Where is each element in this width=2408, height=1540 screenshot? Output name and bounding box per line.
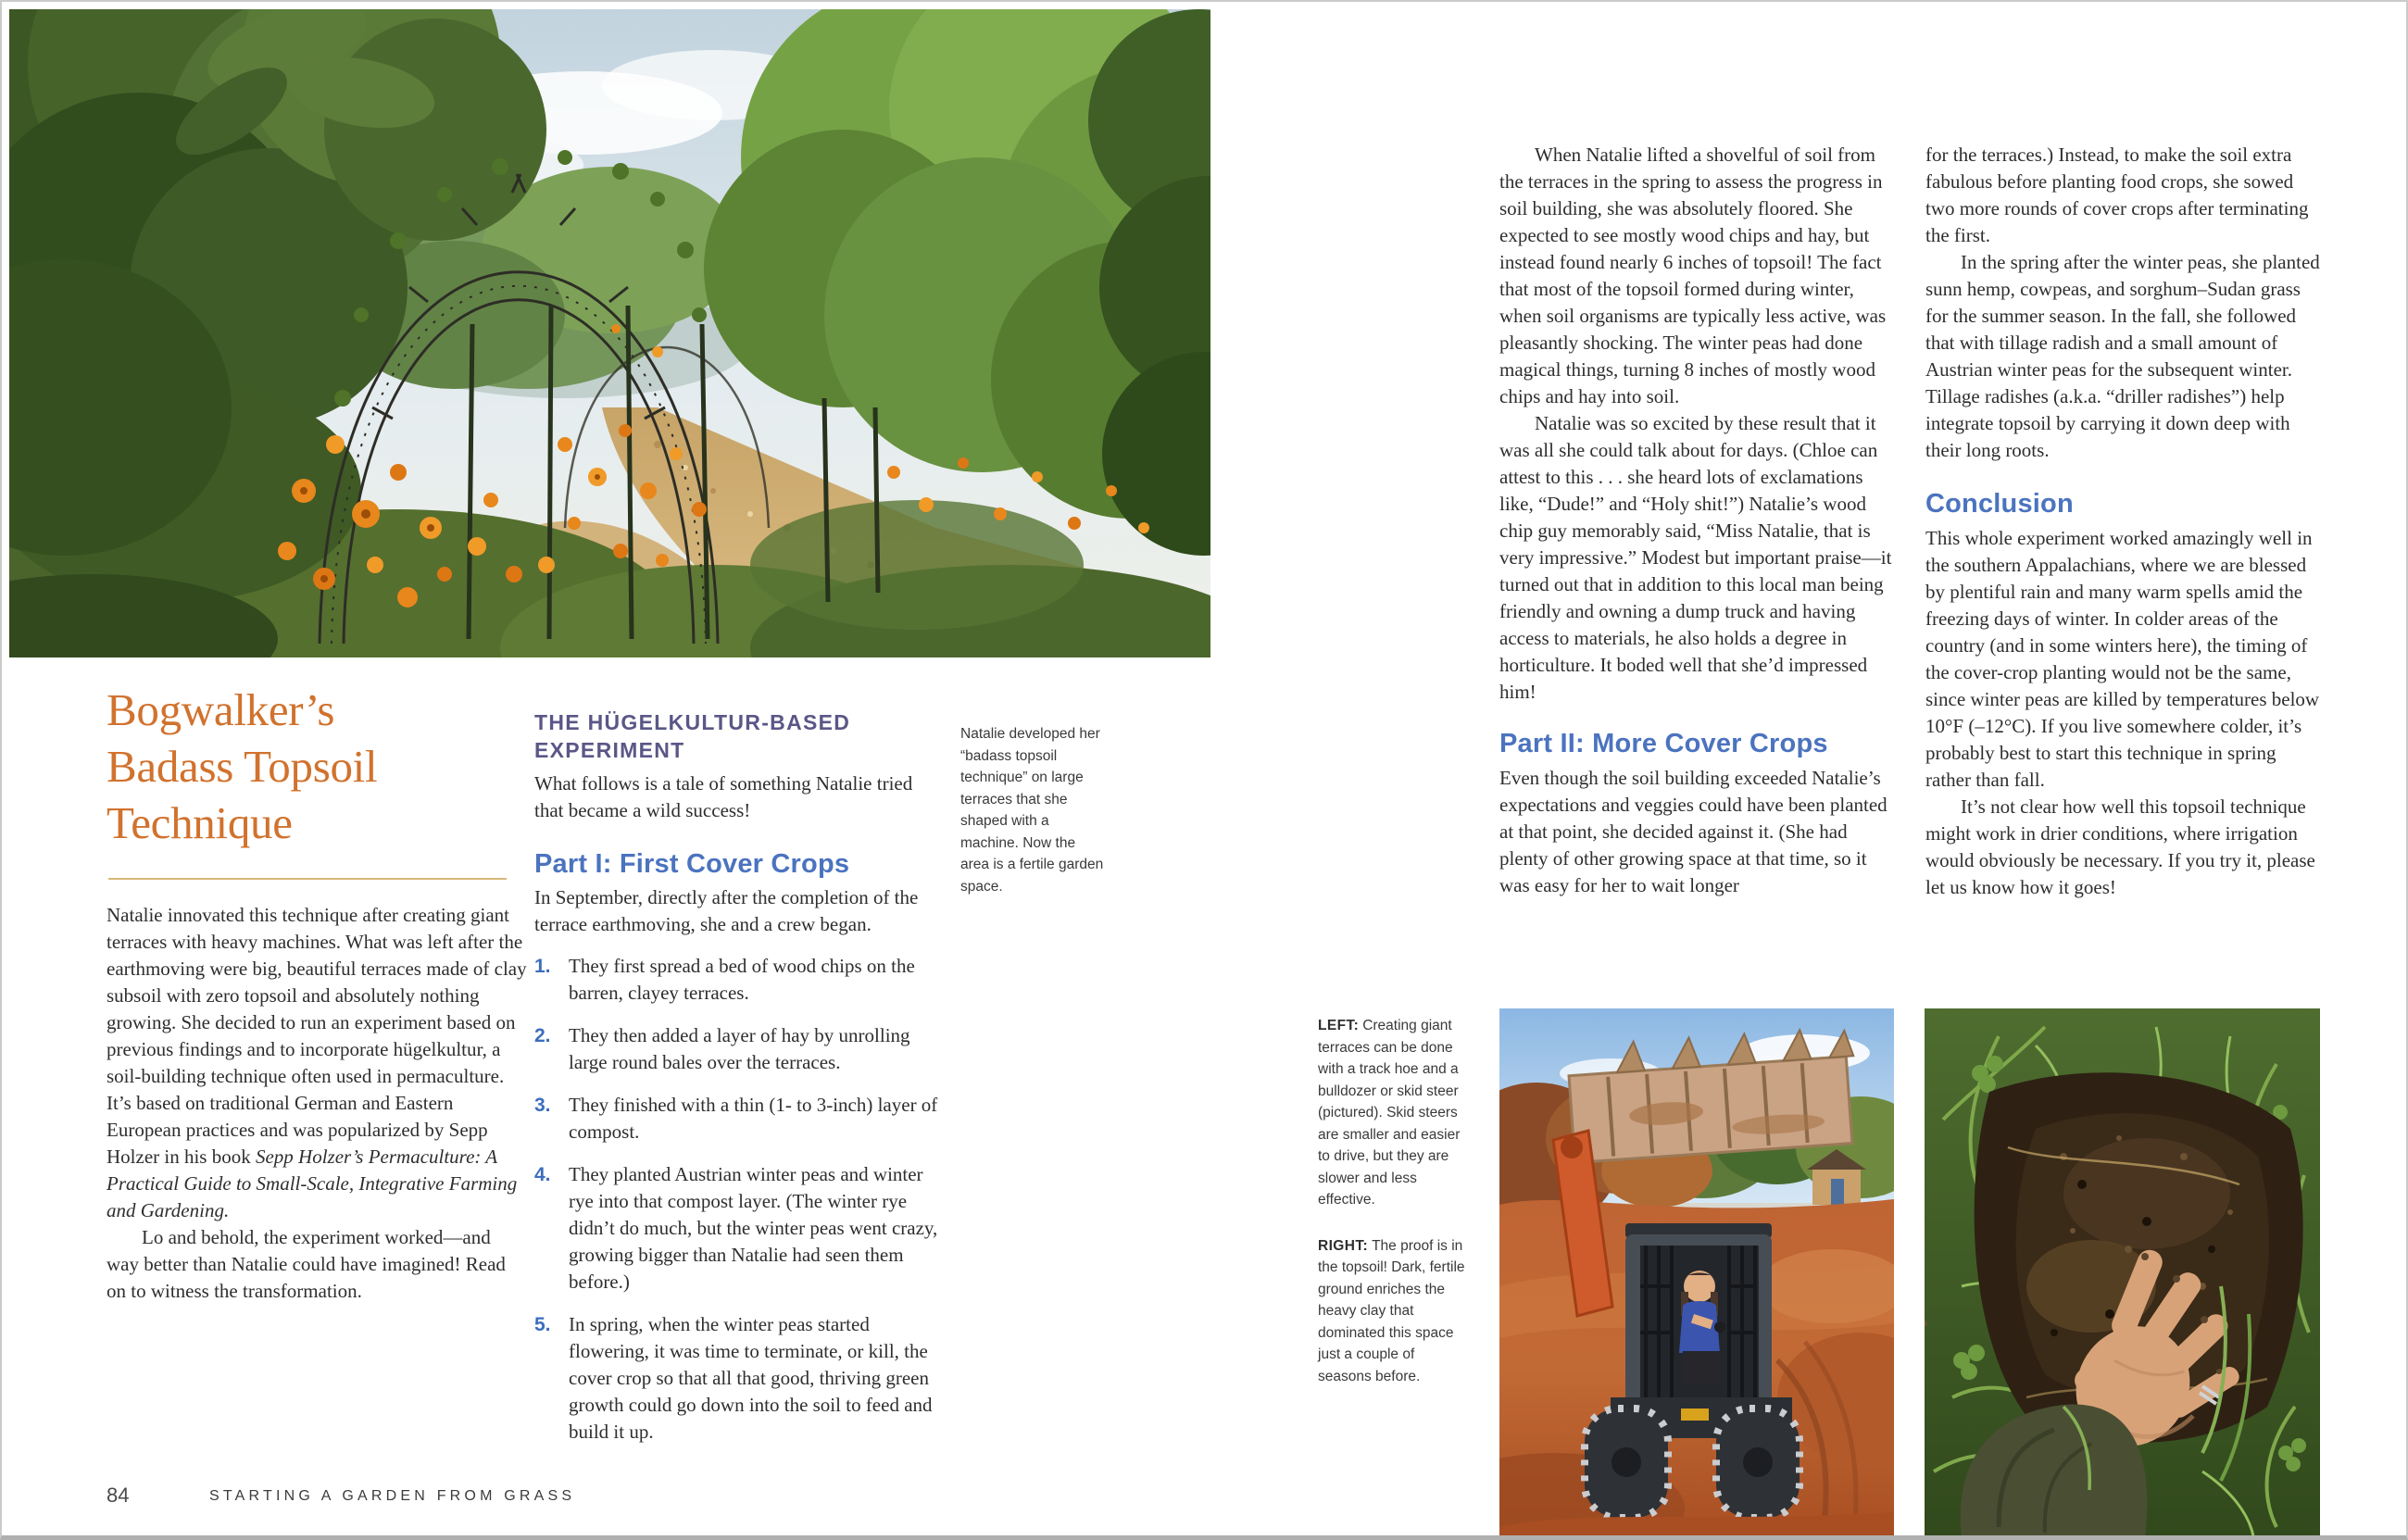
step-number: 4. <box>534 1164 551 1185</box>
bottom-photo-captions <box>1318 1015 1470 1387</box>
paragraph: When Natalie lifted a shovelful of soil from the terraces in the spring to assess the progress in soil building, she was absolutely floored. She expected to see mostly wood chips and hay, but instead found nearly 6 inches of topsoil! The fact that most of the topsoil formed during winter, when soil organisms are typically less active, was pleasantly shocking. The winter peas had done magical things, turning 8 inches of mostly wood chips and hay into soil. <box>1499 144 1887 407</box>
hand-topsoil-illustration <box>1925 1008 2320 1538</box>
experiment-heading: THE HÜGELKULTUR-BASED EXPERIMENT <box>534 710 851 762</box>
step-text: They finished with a thin (1- to 3-inch) layer of compost. <box>569 1094 938 1143</box>
step-number: 5. <box>534 1314 551 1335</box>
article-title <box>107 682 588 851</box>
skid-steer-illustration <box>1499 1008 1894 1538</box>
paragraph: It’s not clear how well this topsoil technique might work in drier conditions, where irrigation would obviously be necessary. If you try it, please let us know how it goes! <box>1925 795 2315 898</box>
paragraph: for the terraces.) Instead, to make the soil extra fabulous before planting food crops, she sowed two more rounds of cover crops after terminating the first. <box>1925 144 2309 246</box>
experiment-column <box>534 708 945 1461</box>
steps-list <box>534 953 945 1446</box>
caption-left-text: Creating giant terraces can be done with a track hoe and a bulldozer or skid steer (pictured). Skid steers are smaller and easier to drive, but they are slower and less effective. <box>1318 1018 1461 1208</box>
paragraph: Natalie was so excited by these result that it was all she could talk about for days. (Chloe can attest to this . . . she heard lots of exclamations like, “Dude!” and “Holy shit!”) Natalie’s wood chip guy memorably said, “Miss Natalie, that is very impressive.” Modest but important praise—it turned out that in addition to this local man being friendly and owning a dump truck and having access to materials, he also holds a degree in horticulture. It boded well that she’d impressed him! <box>1499 412 1892 703</box>
hero-photo-caption <box>960 723 1107 897</box>
book-title-italic: Sepp Holzer’s Permaculture: A Practical Guide to Small-Scale, Integrative Farming and Gardening. <box>107 1146 518 1221</box>
step-number: 1. <box>534 956 551 977</box>
list-item <box>534 1311 945 1446</box>
intro-paragraph-1 <box>107 902 527 1224</box>
caption-label-right: RIGHT: <box>1318 1237 1369 1254</box>
step-text: They first spread a bed of wood chips on the barren, clayey terraces. <box>569 955 915 1004</box>
step-text: They then added a layer of hay by unrolling large round bales over the terraces. <box>569 1024 910 1073</box>
caption-label-left: LEFT: <box>1318 1018 1360 1033</box>
list-item <box>534 953 945 1007</box>
step-number: 3. <box>534 1095 551 1116</box>
part1-intro: In September, directly after the completion of the terrace earthmoving, she and a crew began. <box>534 886 919 935</box>
intro-column <box>107 902 527 1305</box>
list-item <box>534 1022 945 1076</box>
step-number: 2. <box>534 1025 551 1046</box>
page-number: 84 <box>107 1484 130 1507</box>
running-head: STARTING A GARDEN FROM GRASS <box>209 1488 576 1504</box>
step-text: They planted Austrian winter peas and winter rye into that compost layer. (The winter rye didn’t do much, but the winter peas went crazy, growing bigger than Natalie had seen them before.) <box>569 1163 938 1293</box>
list-item <box>534 1161 945 1296</box>
title-line-1: Bogwalker’s <box>107 684 335 735</box>
paragraph: This whole experiment worked amazingly well in the southern Appalachians, where we are blessed by plentiful rain and many warm spells amid the freezing days of winter. In colder areas of the country (and in some winters here), the timing of the cover-crop planting would not be the same, since winter peas are killed by temperatures below 10°F (–12°C). If you live somewhere colder, it’s probably best to start this technique in spring rather than fall. <box>1925 527 2320 791</box>
paragraph: In the spring after the winter peas, she planted sunn hemp, cowpeas, and sorghum–Sudan grass for the summer season. In the fall, she followed that with tillage radish and a small amount of Austrian winter peas for the subsequent winter. Tillage radishes (a.k.a. “driller radishes”) help integrate topsoil by carrying it down deep with their long roots. <box>1925 251 2320 461</box>
hand-in-topsoil-photo <box>1925 1008 2320 1538</box>
conclusion-heading: Conclusion <box>1925 489 2074 519</box>
skid-steer-photo <box>1499 1008 1894 1538</box>
right-page-column-2 <box>1925 142 2323 901</box>
title-line-2: Badass Topsoil <box>107 741 378 792</box>
caption-right-text: The proof is in the topsoil! Dark, fertile ground enriches the heavy clay that dominated this space just a couple of seasons before. <box>1318 1237 1465 1384</box>
caption-left-photo <box>1318 1015 1470 1211</box>
part1-heading: Part I: First Cover Crops <box>534 849 850 879</box>
garden-arch-photo <box>9 9 1210 657</box>
intro-paragraph-2: Lo and behold, the experiment worked—and way better than Natalie could have imagined! Read on to witness the transformation. <box>107 1226 506 1302</box>
hero-photo-caption-text: Natalie developed her “badass topsoil technique” on large terraces that she shaped with a machine. Now the area is a fertile garden space. <box>960 726 1104 895</box>
caption-right-photo <box>1318 1235 1470 1388</box>
paragraph: Even though the soil building exceeded Natalie’s expectations and veggies could have been planted at that point, she decided against it. (She had plenty of other growing space at that time, so it was easy for her to wait longer <box>1499 767 1888 896</box>
intro-paragraph-1-text: Natalie innovated this technique after creating giant terraces with heavy machines. What was left after the earthmoving were big, beautiful terraces made of clay subsoil with zero topsoil and absolutely nothing growing. She decided to run an experiment based on previous findings and to incorporate hügelkultur, a soil-building technique often used in permaculture. It’s based on traditional German and Eastern European practices and was popularized by Sepp Holzer in his book <box>107 904 527 1168</box>
experiment-lead: What follows is a tale of something Natalie tried that became a wild success! <box>534 772 913 821</box>
title-divider-rule <box>108 878 507 880</box>
title-line-3: Technique <box>107 797 293 848</box>
list-item <box>534 1092 945 1146</box>
garden-photo-illustration <box>9 9 1210 657</box>
step-text: In spring, when the winter peas started flowering, it was time to terminate, or kill, the cover crop so that all that good, thriving green growth could go down into the soil to feed and build it up. <box>569 1313 933 1443</box>
right-page-column-1 <box>1499 142 1893 899</box>
part2-heading: Part II: More Cover Crops <box>1499 729 1828 758</box>
